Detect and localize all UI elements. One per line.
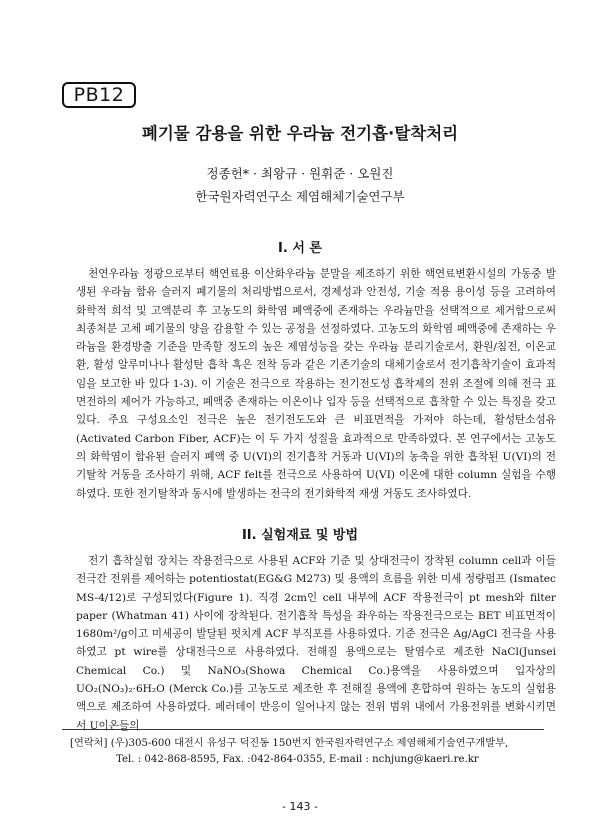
paper-title: 폐기물 감용을 위한 우라늄 전기흡·탈착처리 [141, 124, 459, 143]
methods-paragraph: 전기 흡착실험 장치는 작용전극으로 사용된 ACF와 기준 및 상대전극이 장착된 column cell과 이들 전극간 전위를 제어하는 potentiostat(EG&G M273) 및 용액의 흐름을 위한 미세 정량펌프 (Ismatec MS-4/12)로 구성되었다(Figure 1). 직경 2cm인 cell 내부에 ACF 작용전극이 pt mesh와 filter paper (Whatman 41) 사이에 장착된다. 전기흡착 특성을 좌우하는 작용전극으로는 BET 비표면적이 1680m²/g이고 미세공이 발달된 펏치계 ACF 부직포를 사용하였다. 기준 전극은 Ag/AgCl 전극을 사용하였고 pt wire를 상대전극으로 사용하였다. 전해질 용액으로는 탈염수로 제조한 NaCl(Junsei Chemical Co.) 및 NaNO₃(Showa Chemical Co.)용액을 사용하였으며 입자상의 UO₂(NO₃)₂·6H₂O (Merck Co.)를 고농도로 제조한 후 전해질 용액에 혼합하여 원하는 농도의 실험용액으로 제조하여 사용하였다. 페러데이 반응이 일어나지 않는 전위 범위 내에서 가용전위를 변화시키면서 U이온들의 [76, 555, 556, 732]
affiliation: 한국원자력연구소 제염해체기술연구부 [195, 189, 405, 204]
contact-address: [연락처] (우)305-600 대전시 유성구 덕진동 150번지 한국원자력연구소 제염해체기술연구개발부, [70, 738, 509, 749]
author-list: 정종헌* · 최왕규 · 원휘준 · 오원진 [206, 166, 394, 181]
section-heading-methods: II. 실험재료 및 방법 [241, 528, 359, 543]
session-code-box: PB12 [62, 82, 136, 108]
page-number: - 143 - [282, 800, 318, 813]
contact-phone-email: Tel. : 042-868-8595, Fax. :042-864-0355, E-mail : nchjung@kaeri.re.kr [116, 754, 479, 765]
contact-footnote [62, 729, 544, 774]
section-heading-introduction: I. 서 론 [278, 241, 322, 256]
introduction-paragraph: 천연우라늄 정광으로부터 핵연료용 이산화우라늄 분말을 제조하기 위한 핵연료변환시설의 가동중 발생된 우라늄 함유 슬러지 폐기물의 처리방법으로서, 경제성과 안전성, 기술 적용 용이성 등을 고려하여 화학적 희석 및 고액분리 후 고농도의 화학염 폐액중에 존재하는 우라늄만을 선택적으로 제거함으로써 최종처분 고체 폐기물의 양을 감용할 수 있는 공정을 선정하였다. 고농도의 화학염 폐액중에 존재하는 우라늄을 환경방출 기준을 만족할 정도의 높은 제염성능을 갖는 우라늄 분리기술로서, 환원/침전, 이온교환, 활성 알루미나나 활성탄 흡착 혹은 전착 등과 같은 기존기술의 대체기술로서 전기흡착기술이 효과적임을 보고한 바 있다 1-3). 이 기술은 전극으로 작용하는 전기전도성 흡착제의 전위 조절에 의해 전극 표면전하의 제어가 가능하고, 폐액중 존재하는 이온이나 입자 등을 선택적으로 흡착할 수 있는 특징을 갖고 있다. 주요 구성요소인 전극은 높은 전기전도도와 큰 비표면적을 가져야 하는데, 활성탄소섬유(Activated Carbon Fiber, ACF)는 이 두 가지 성질을 효과적으로 만족하였다. 본 연구에서는 고농도의 화학염이 함유된 슬러지 폐액 중 U(VI)의 전기흡착 거동과 U(VI)의 농축을 위한 흡착된 U(VI)의 전기탈착 거동을 조사하기 위해, ACF felt를 전극으로 사용하여 U(VI) 이온에 대한 column 실험을 수행하였다. 또한 전기탈착과 동시에 발생하는 전극의 전기화학적 재생 거동도 조사하였다. [76, 268, 556, 500]
